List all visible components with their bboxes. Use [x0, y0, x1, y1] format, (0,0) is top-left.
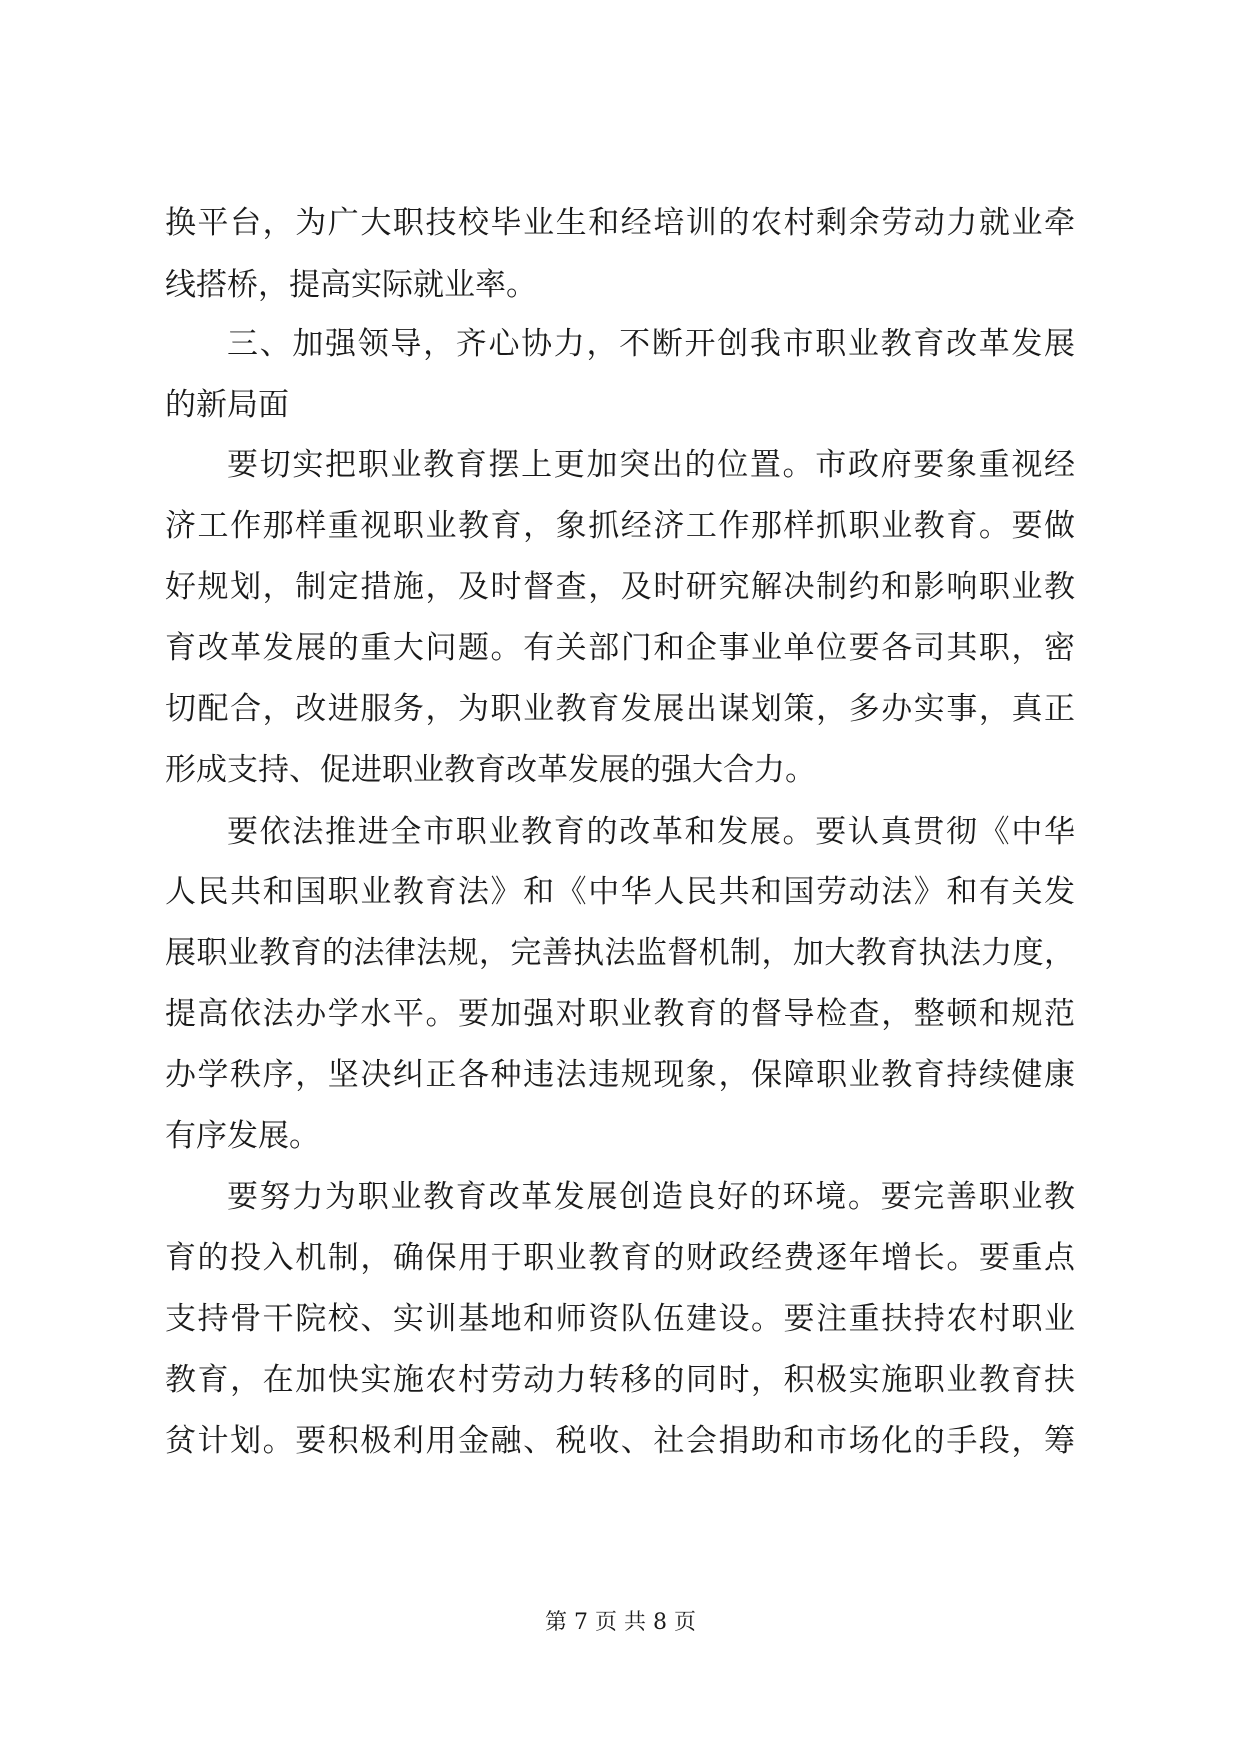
text-line: 要努力为职业教育改革发展创造良好的环境。要完善职业教 [227, 1179, 1077, 1215]
text-line: 教育，在加快实施农村劳动力转移的同时，积极实施职业教育扶 [165, 1362, 1077, 1398]
text-line: 展职业教育的法律法规，完善执法监督机制，加大教育执法力度， [165, 935, 1076, 971]
text-line: 济工作那样重视职业教育，象抓经济工作那样抓职业教育。要做 [165, 508, 1077, 544]
text-line: 贫计划。要积极利用金融、税收、社会捐助和市场化的手段，筹 [165, 1423, 1077, 1459]
text-line: 提高依法办学水平。要加强对职业教育的督导检查，整顿和规范 [165, 996, 1077, 1032]
section-heading-line: 的新局面 [165, 387, 289, 423]
text-line: 支持骨干院校、实训基地和师资队伍建设。要注重扶持农村职业 [165, 1301, 1077, 1337]
text-line: 形成支持、促进职业教育改革发展的强大合力。 [165, 752, 816, 788]
text-line: 有序发展。 [165, 1118, 320, 1154]
text-line: 办学秩序，坚决纠正各种违法违规现象，保障职业教育持续健康 [165, 1057, 1077, 1093]
text-line: 好规划，制定措施，及时督查，及时研究解决制约和影响职业教 [165, 569, 1077, 605]
text-line: 要依法推进全市职业教育的改革和发展。要认真贯彻《中华 [227, 814, 1077, 850]
text-line: 换平台，为广大职技校毕业生和经培训的农村剩余劳动力就业牵 [165, 205, 1077, 241]
page-number-footer: 第 7 页 共 8 页 [545, 1610, 696, 1635]
text-line: 育的投入机制，确保用于职业教育的财政经费逐年增长。要重点 [165, 1240, 1077, 1276]
text-line: 要切实把职业教育摆上更加突出的位置。市政府要象重视经 [227, 447, 1077, 483]
text-line: 切配合，改进服务，为职业教育发展出谋划策，多办实事，真正 [165, 691, 1077, 727]
text-line: 线搭桥，提高实际就业率。 [165, 267, 537, 303]
text-line: 育改革发展的重大问题。有关部门和企事业单位要各司其职，密 [165, 630, 1077, 666]
text-line: 人民共和国职业教育法》和《中华人民共和国劳动法》和有关发 [165, 874, 1077, 910]
section-heading-line: 三、加强领导，齐心协力，不断开创我市职业教育改革发展 [227, 326, 1077, 362]
